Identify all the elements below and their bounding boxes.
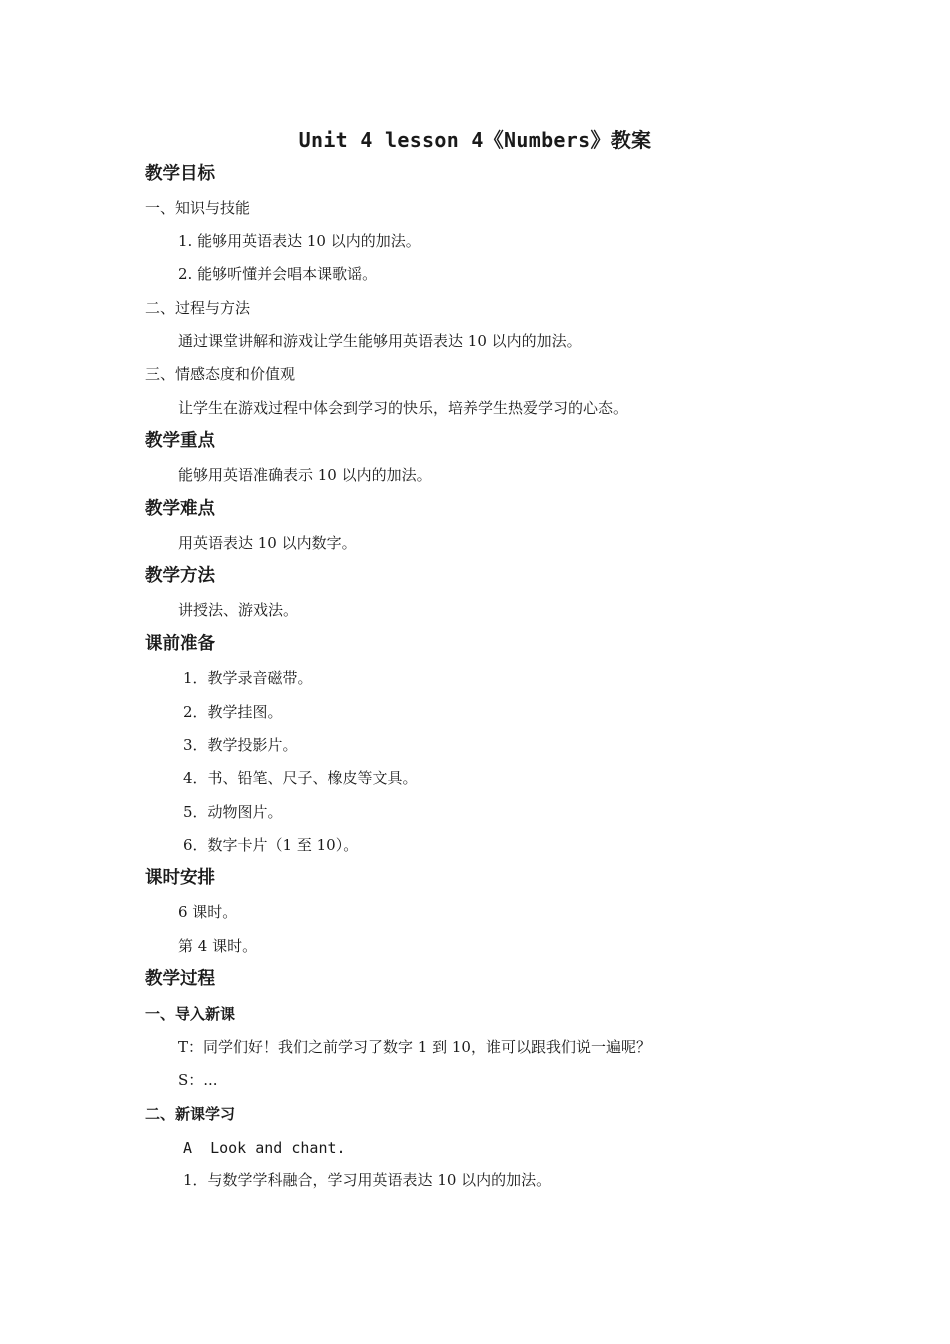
procedure-step-1: 1．与数学学科融合，学习用英语表达 10 以内的加法。 xyxy=(183,1171,552,1189)
procedure-part-a: A Look and chant. xyxy=(183,1139,346,1157)
heading-key-points: 教学重点 xyxy=(145,431,215,451)
preparation-item-1: 1．教学录音磁带。 xyxy=(183,669,313,687)
heading-procedure: 教学过程 xyxy=(145,969,215,989)
objectives-process-text: 通过课堂讲解和游戏让学生能够用英语表达 10 以内的加法。 xyxy=(178,332,582,350)
objectives-knowledge-label: 一、知识与技能 xyxy=(145,199,251,217)
heading-methods: 教学方法 xyxy=(145,566,215,586)
document-title: Unit 4 lesson 4《Numbers》教案 xyxy=(298,128,652,152)
preparation-item-3: 3．教学投影片。 xyxy=(183,736,298,754)
objectives-knowledge-item-2: 2. 能够听懂并会唱本课歌谣。 xyxy=(178,265,378,283)
schedule-line-2: 第 4 课时。 xyxy=(178,937,258,955)
procedure-lead-in-label: 一、导入新课 xyxy=(145,1005,236,1023)
procedure-lead-in-line-1: T：同学们好！我们之前学习了数字 1 到 10，谁可以跟我们说一遍呢？ xyxy=(178,1038,651,1056)
schedule-line-1: 6 课时。 xyxy=(178,903,238,921)
objectives-process-label: 二、过程与方法 xyxy=(145,299,251,317)
preparation-item-2: 2．教学挂图。 xyxy=(183,703,283,721)
procedure-lead-in-line-2: S：... xyxy=(178,1071,218,1089)
heading-preparation: 课前准备 xyxy=(145,634,215,654)
preparation-item-4: 4．书、铅笔、尺子、橡皮等文具。 xyxy=(183,769,418,787)
methods-text: 讲授法、游戏法。 xyxy=(178,601,299,619)
objectives-knowledge-item-1: 1. 能够用英语表达 10 以内的加法。 xyxy=(178,232,421,250)
preparation-item-6: 6．数字卡片（1 至 10）。 xyxy=(183,836,359,854)
difficulties-text: 用英语表达 10 以内数字。 xyxy=(178,534,357,552)
objectives-attitude-label: 三、情感态度和价值观 xyxy=(145,365,296,383)
heading-objectives: 教学目标 xyxy=(145,164,215,184)
objectives-attitude-text: 让学生在游戏过程中体会到学习的快乐，培养学生热爱学习的心态。 xyxy=(178,399,629,417)
preparation-item-5: 5．动物图片。 xyxy=(183,803,283,821)
key-points-text: 能够用英语准确表示 10 以内的加法。 xyxy=(178,466,432,484)
procedure-new-lesson-label: 二、新课学习 xyxy=(145,1105,236,1123)
heading-schedule: 课时安排 xyxy=(145,868,215,888)
heading-difficulties: 教学难点 xyxy=(145,499,215,519)
